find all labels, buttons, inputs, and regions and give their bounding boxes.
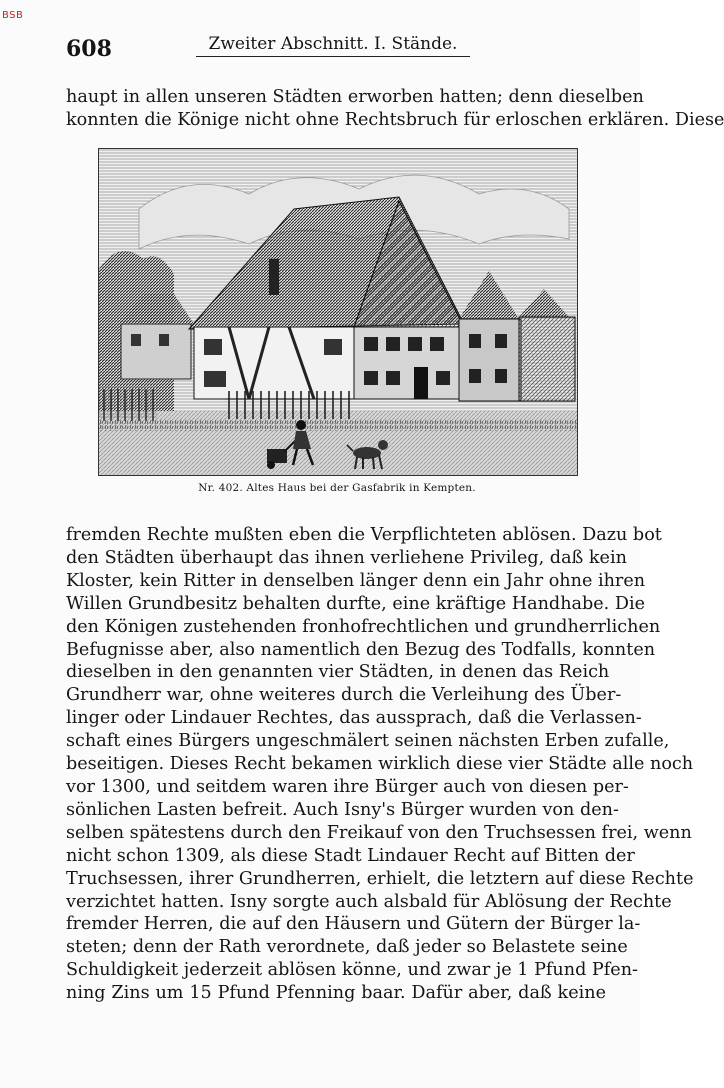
text-line: fremden Rechte mußten eben die Verpflichteten ablösen. Dazu bot — [66, 525, 662, 545]
figure-caption: Nr. 402. Altes Haus bei der Gasfabrik in Kempten. — [198, 482, 476, 494]
text-line: verzichtet hatten. Isny sorgte auch alsbald für Ablösung der Rechte — [66, 891, 672, 912]
text-line: Truchsessen, ihrer Grundherren, erhielt, die letztern auf diese Rechte — [66, 868, 694, 889]
text-line: Schuldigkeit jederzeit ablösen könne, und zwar je 1 Pfund Pfen- — [66, 960, 638, 981]
text-line: nicht schon 1309, als diese Stadt Lindauer Recht auf Bitten der — [66, 845, 635, 866]
text-line: Willen Grundbesitz behalten durfte, eine kräftige Handhabe. Die — [66, 593, 646, 614]
paragraph-top — [66, 86, 724, 132]
text-line: beseitigen. Dieses Recht bekamen wirklich diese vier Städte alle noch — [66, 754, 694, 775]
text-line: sönlichen Lasten befreit. Auch Isny's Bürger wurden von den- — [66, 799, 619, 820]
text-line: Kloster, kein Ritter in denselben länger denn ein Jahr ohne ihren — [66, 570, 646, 591]
text-line: Grundherr war, ohne weiteres durch die Verleihung des Über- — [66, 685, 622, 706]
text-line: vor 1300, und seitdem waren ihre Bürger auch von diesen per- — [66, 776, 629, 797]
text-line: schaft eines Bürgers ungeschmälert seinen nächsten Erben zufalle, — [66, 731, 670, 752]
text-line: steten; denn der Rath verordnete, daß jeder so Belastete seine — [66, 937, 628, 958]
text-line: Befugnisse aber, also namentlich den Bezug des Todfalls, konnten — [66, 639, 656, 660]
text-line: linger oder Lindauer Rechtes, das aussprach, daß die Verlassen- — [66, 708, 642, 729]
running-head: Zweiter Abschnitt. I. Stände. — [196, 34, 470, 57]
text-line: ning Zins um 15 Pfund Pfenning baar. Dafür aber, daß keine — [66, 983, 606, 1004]
house-engraving — [98, 148, 578, 476]
text-line: haupt in allen unseren Städten erworben hatten; denn dieselben — [66, 87, 644, 107]
page-number: 608 — [66, 36, 112, 62]
text-line: konnten die Könige nicht ohne Rechtsbruch für erloschen erklären. Diese — [66, 109, 724, 130]
text-line: fremder Herren, die auf den Häusern und Gütern der Bürger la- — [66, 914, 641, 935]
house-illustration — [99, 149, 577, 475]
library-watermark: BSB — [2, 10, 24, 21]
text-line: selben spätestens durch den Freikauf von den Truchsessen frei, wenn — [66, 822, 692, 843]
paragraph-main — [66, 524, 694, 1005]
text-line: den Königen zustehenden fronhofrechtlichen und grundherrlichen — [66, 616, 661, 637]
text-line: den Städten überhaupt das ihnen verliehene Privileg, daß kein — [66, 547, 627, 568]
text-line: dieselben in den genannten vier Städten, in denen das Reich — [66, 662, 610, 683]
